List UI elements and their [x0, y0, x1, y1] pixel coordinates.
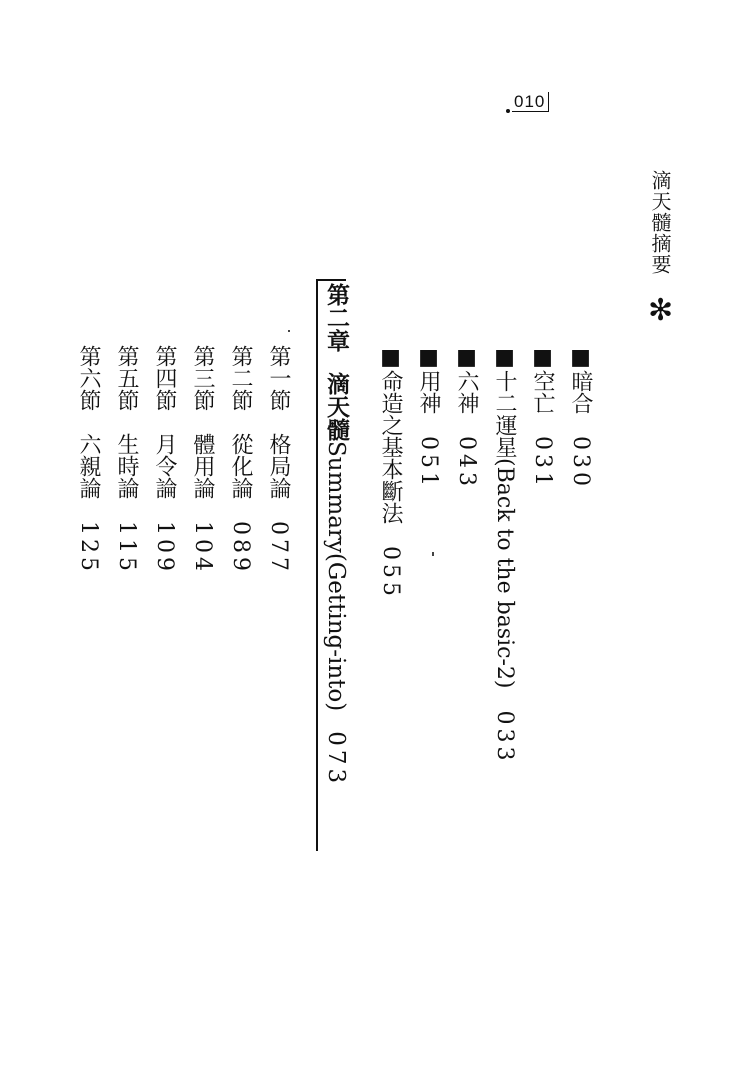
toc-item-basic-method[interactable] — [375, 345, 405, 600]
chapter-label: 第二章 — [323, 283, 350, 352]
chapter-title-en: Summary(Getting-into) — [323, 441, 349, 712]
chapter-heading[interactable] — [320, 283, 352, 787]
toc-item-page: 051 — [416, 436, 441, 490]
section-page: 125 — [76, 521, 101, 575]
section-title: 格局論 — [266, 433, 291, 499]
chapter-title-cn: 滴天髓 — [323, 372, 350, 441]
toc-item-page: 031 — [530, 436, 555, 490]
section-item-5[interactable] — [111, 345, 141, 575]
toc-item-liushen[interactable] — [451, 345, 481, 490]
section-title: 體用論 — [190, 433, 215, 499]
section-page: 115 — [114, 521, 139, 575]
toc-item-title: 六神 — [454, 370, 479, 414]
square-bullet-icon: ■ — [378, 345, 403, 370]
square-bullet-icon: ■ — [530, 345, 555, 370]
toc-item-title: 暗合 — [568, 370, 593, 414]
toc-item-twelve-stars[interactable] — [489, 345, 519, 764]
toc-item-page: 030 — [568, 436, 593, 490]
section-page: 089 — [228, 521, 253, 575]
section-item-6[interactable] — [73, 345, 103, 575]
section-label: 第五節 — [114, 345, 139, 411]
toc-item-title: 用神 — [416, 370, 441, 414]
section-page: 104 — [190, 521, 215, 575]
toc-item-page: 033 — [492, 710, 517, 765]
scan-speck — [432, 552, 434, 556]
toc-item-kongwang[interactable] — [527, 345, 557, 490]
section-page: 109 — [152, 521, 177, 575]
section-label: 第三節 — [190, 345, 215, 411]
square-bullet-icon: ■ — [416, 345, 441, 370]
toc-item-yongshen[interactable] — [413, 345, 443, 490]
toc-item-page: 043 — [454, 436, 479, 490]
toc-item-title: 十二運星(Back to the basic-2) — [492, 370, 517, 689]
toc-item-angou[interactable] — [565, 345, 595, 490]
section-label: 第四節 — [152, 345, 177, 411]
running-title: 滴天髓摘要 — [648, 170, 672, 275]
chapter-page: 073 — [323, 731, 349, 788]
toc-item-page: 055 — [378, 546, 403, 600]
section-title: 從化論 — [228, 433, 253, 499]
section-title: 生時論 — [114, 433, 139, 499]
section-label: 第二節 — [228, 345, 253, 411]
section-title: 六親論 — [76, 433, 101, 499]
page-number: 010 — [512, 92, 549, 112]
section-item-2[interactable] — [225, 345, 255, 575]
square-bullet-icon: ■ — [454, 345, 479, 370]
section-title: 月令論 — [152, 433, 177, 499]
section-label: 第六節 — [76, 345, 101, 411]
section-item-4[interactable] — [149, 345, 179, 575]
ornament-asterisk-icon: ✻ — [648, 293, 674, 328]
toc-item-title: 命造之基本斷法 — [378, 370, 403, 524]
square-bullet-icon: ■ — [492, 345, 517, 370]
chapter-rule-top — [316, 279, 346, 281]
square-bullet-icon: ■ — [568, 345, 593, 370]
section-page: 077 — [266, 521, 291, 575]
section-item-3[interactable] — [187, 345, 217, 575]
chapter-rule — [316, 279, 318, 851]
section-item-1[interactable] — [263, 345, 293, 575]
toc-item-title: 空亡 — [530, 370, 555, 414]
scan-speck — [288, 330, 290, 332]
page-number-dot — [506, 109, 510, 113]
section-label: 第一節 — [266, 345, 291, 411]
